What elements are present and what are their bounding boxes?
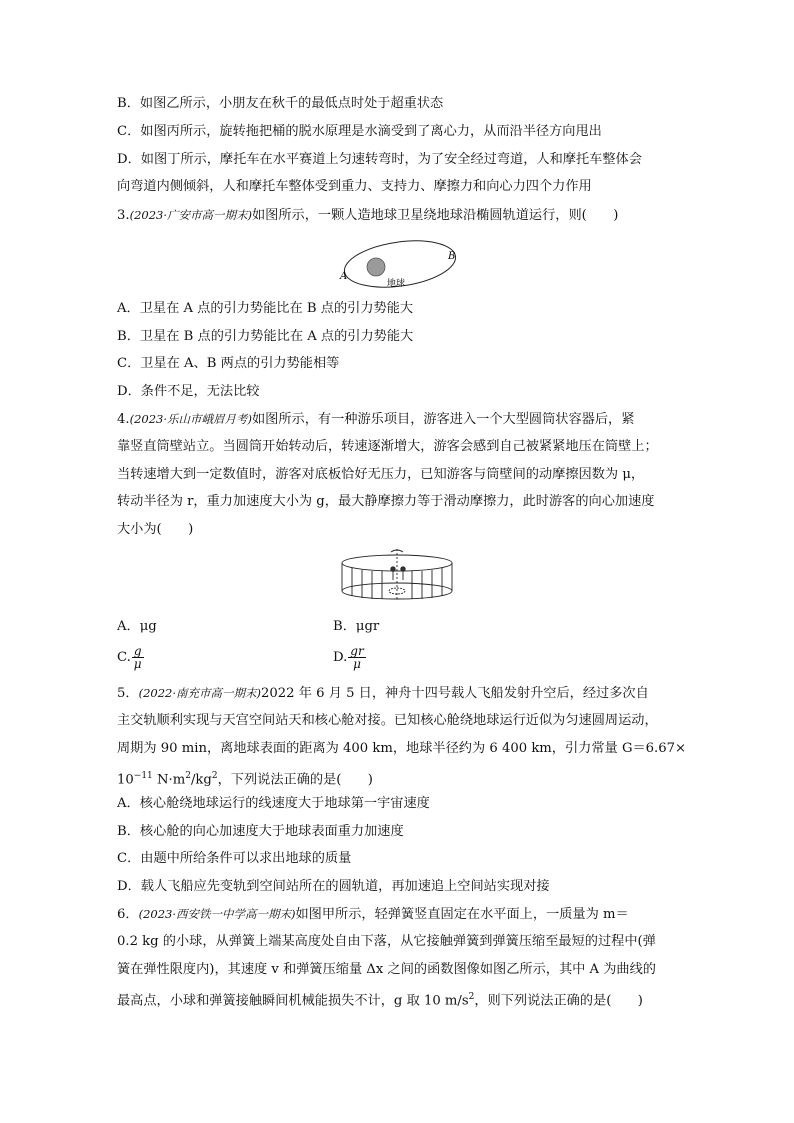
q6-source: (2023·西安铁一中学高一期末): [138, 907, 296, 921]
q3-stem-text: 如图所示，一颗人造地球卫星绕地球沿椭圆轨道运行，则( ): [252, 208, 619, 223]
orbit-label-b: B: [448, 251, 456, 262]
q4-option-c: [117, 645, 144, 671]
q5-power-exponent: −11: [133, 771, 153, 781]
q3-number: 3.: [117, 208, 130, 223]
q5-option-c: C．由题中所给条件可以求出地球的质量: [117, 851, 352, 866]
q5-unit-exp-2: 2: [211, 771, 218, 781]
q4-stem-text: 如图所示，有一种游乐项目，游客进入一个大型圆筒状容器后，紧: [252, 412, 635, 427]
earth-circle: [367, 258, 385, 276]
q5-option-b: B．核心舱的向心加速度大于地球表面重力加速度: [117, 824, 404, 839]
q3-option-d: D．条件不足，无法比较: [117, 384, 260, 399]
q6-stem-line4: [117, 988, 643, 1010]
q4-rotor-figure: [338, 547, 456, 605]
q5-unit: N·m: [152, 772, 186, 788]
q4-stem-line4: 转动半径为 r，重力加速度大小为 g，最大静摩擦力等于滑动摩擦力，此时游客的向心加速度: [117, 494, 655, 509]
q4-option-c-label: C.: [117, 650, 131, 665]
q2-option-d-line1: D．如图丁所示，摩托车在水平赛道上匀速转弯时，为了安全经过弯道，人和摩托车整体会: [117, 152, 642, 167]
q4-option-d-numerator: gr: [350, 644, 364, 658]
orbit-label-a: A: [340, 271, 348, 282]
q6-number: 6．: [117, 907, 139, 922]
q5-unit-exp-1: 2: [185, 771, 191, 781]
q4-option-c-fraction: [132, 645, 144, 670]
q4-stem-line2: 靠竖直筒壁站立。当圆筒开始转动后，转速逐渐增大，游客会感到自己被紧紧地压在筒壁上；: [117, 439, 658, 454]
q4-option-b: B．μgr: [333, 619, 380, 634]
q5-stem-line4: [117, 767, 373, 789]
q6-unit-exponent: 2: [468, 992, 475, 1002]
q3-option-b: B．卫星在 B 点的引力势能比在 A 点的引力势能大: [117, 329, 414, 344]
q4-stem-line1: [117, 410, 634, 429]
q4-stem-line3: 当转速增大到一定数值时，游客对底板恰好无压力，已知游客与筒壁间的动摩擦因数为 μ，: [117, 467, 645, 482]
q5-option-d: D．载人飞船应先变轨到空间站所在的圆轨道，再加速追上空间站实现对接: [117, 879, 550, 894]
q4-option-d-denominator: μ: [353, 657, 361, 671]
q5-option-a: A．核心舱绕地球运行的线速度大于地球第一宇宙速度: [117, 796, 430, 811]
q2-option-b: B．如图乙所示，小朋友在秋千的最低点时处于超重状态: [117, 96, 444, 111]
q5-stem-line1: [117, 684, 649, 703]
q4-option-a: A．μg: [117, 619, 157, 634]
q2-option-d-line2: 向弯道内侧倾斜，人和摩托车整体受到重力、支持力、摩擦力和向心力四个力作用: [117, 179, 592, 194]
q4-option-c-numerator: g: [133, 644, 142, 658]
q6-stem-line1: [117, 905, 629, 924]
q5-power-base: 10: [117, 772, 134, 788]
q4-option-c-denominator: μ: [133, 657, 142, 671]
q5-stem-line3: 周期为 90 min，离地球表面的距离为 400 km，地球半径约为 6 400 km，引力常量 G＝6.67×: [117, 741, 687, 756]
q6-stem-line2: 0.2 kg 的小球，从弹簧上端某高度处自由下落，从它接触弹簧到弹簧压缩至最短的过程中(弹: [117, 934, 656, 949]
q5-stem-text: 2022 年 6 月 5 日，神舟十四号载人飞船发射升空后，经过多次自: [260, 686, 649, 701]
q5-unit-kg: /kg: [190, 772, 212, 788]
q3-option-c: C．卫星在 A、B 两点的引力势能相等: [117, 356, 340, 371]
q3-orbit-figure: [330, 234, 470, 294]
q2-option-c: C．如图丙所示，旋转拖把桶的脱水原理是水滴受到了离心力，从而沿半径方向甩出: [117, 124, 602, 139]
q6-stem-question: ，则下列说法正确的是( ): [474, 993, 643, 1009]
q4-source: (2023·乐山市峨眉月考): [129, 412, 252, 426]
q6-stem-text: 如图甲所示，轻弹簧竖直固定在水平面上，一质量为 m＝: [295, 907, 629, 922]
q3-source: (2023·广安市高一期末): [129, 208, 252, 222]
q5-number: 5．: [117, 686, 139, 701]
q5-stem-line2: 主交轨顺利实现与天宫空间站天和核心舱对接。已知核心舱绕地球运行近似为匀速圆周运动，: [117, 713, 658, 728]
q6-stem-line3: 簧在弹性限度内)，其速度 v 和弹簧压缩量 Δx 之间的函数图像如图乙所示，其中 A 为曲线的: [117, 962, 656, 977]
q4-option-d-label: D.: [333, 650, 348, 665]
q5-source: (2022·南充市高一期末): [138, 686, 261, 700]
earth-label: 地球: [387, 279, 406, 289]
q4-option-d-fraction: [348, 645, 365, 670]
q6-stem-line4-text: 最高点，小球和弹簧接触瞬间机械能损失不计，g 取 10 m/s: [117, 993, 469, 1009]
q5-stem-question: ，下列说法正确的是( ): [217, 772, 373, 788]
q4-number: 4.: [117, 412, 130, 427]
q3-stem: [117, 206, 618, 225]
q4-stem-line5: 大小为( ): [117, 522, 194, 537]
q4-option-d: [333, 645, 366, 671]
q3-option-a: A．卫星在 A 点的引力势能比在 B 点的引力势能大: [117, 301, 414, 316]
